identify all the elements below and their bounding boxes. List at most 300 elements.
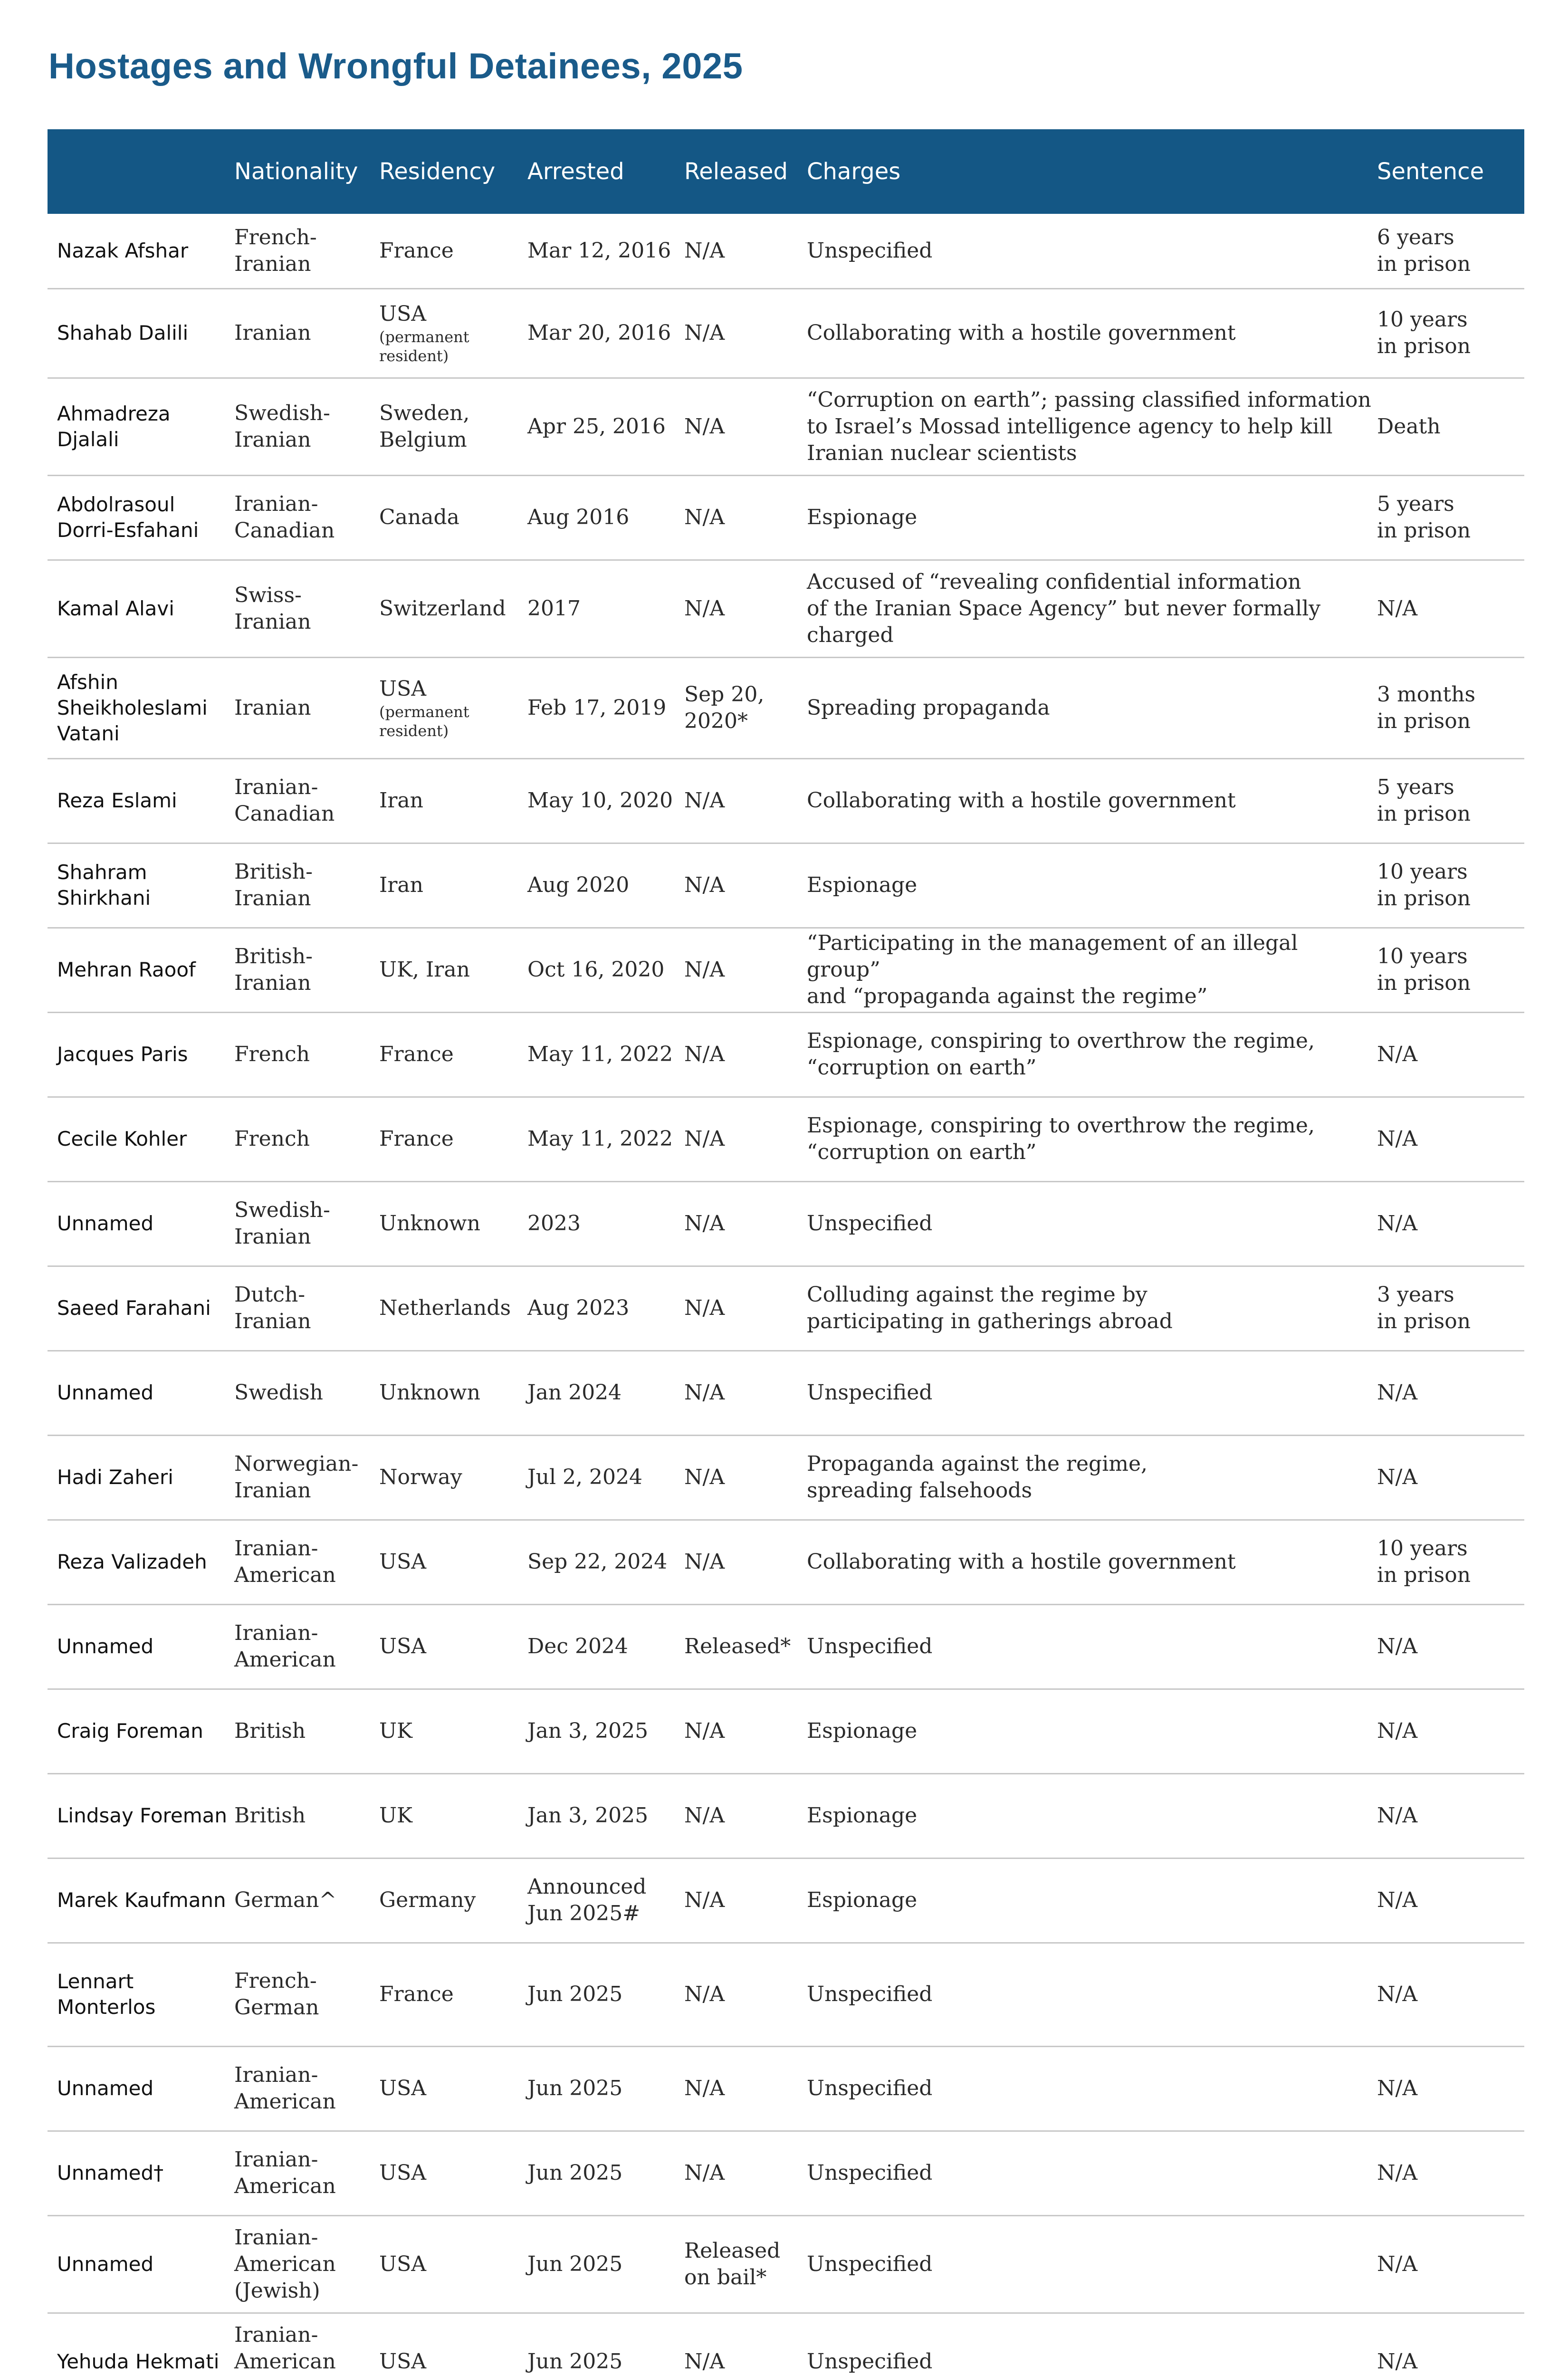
row-arrested — [527, 2215, 684, 2313]
row-name-text: Shahab Dalili — [57, 321, 189, 345]
row-charges — [807, 1604, 1377, 1689]
row-released-text: Sep 20, 2020* — [684, 682, 765, 733]
row-nationality — [234, 1858, 379, 1943]
row-residency-text: USA — [379, 2076, 426, 2100]
row-residency-text: Sweden, Belgium — [379, 401, 470, 452]
row-charges — [807, 1012, 1377, 1097]
row-nationality-text: British- Iranian — [234, 944, 313, 995]
row-sentence — [1377, 560, 1524, 657]
row-released — [684, 2215, 807, 2313]
table-row — [48, 560, 1524, 657]
row-released-text: Released on bail* — [684, 2238, 781, 2290]
row-name — [48, 214, 234, 288]
row-sentence-text: N/A — [1377, 1719, 1418, 1743]
row-nationality — [234, 1266, 379, 1351]
table-header-row — [48, 129, 1524, 214]
row-residency — [379, 1858, 527, 1943]
row-sentence — [1377, 1604, 1524, 1689]
row-residency — [379, 1181, 527, 1266]
row-arrested-text: Jun 2025 — [527, 2349, 623, 2374]
row-nationality-text: Swedish- Iranian — [234, 401, 330, 452]
row-sentence — [1377, 1943, 1524, 2046]
row-nationality-text: Swedish — [234, 1380, 323, 1405]
row-nationality — [234, 843, 379, 928]
row-released — [684, 1266, 807, 1351]
row-sentence — [1377, 2131, 1524, 2215]
row-arrested — [527, 1181, 684, 1266]
row-name — [48, 475, 234, 560]
row-released-text: N/A — [684, 1888, 725, 1912]
row-residency — [379, 1097, 527, 1181]
row-arrested-text: Announced Jun 2025# — [527, 1875, 647, 1926]
row-sentence-text: N/A — [1377, 1211, 1418, 1236]
row-nationality — [234, 1604, 379, 1689]
row-sentence-text: N/A — [1377, 2251, 1418, 2276]
row-name — [48, 378, 234, 475]
row-sentence-text: 5 years in prison — [1377, 492, 1471, 543]
row-arrested-text: Aug 2016 — [527, 505, 630, 529]
row-residency — [379, 1351, 527, 1435]
row-sentence — [1377, 657, 1524, 758]
row-arrested-text: Jul 2, 2024 — [527, 1465, 642, 1489]
row-name-text: Unnamed — [57, 1381, 154, 1404]
row-released-text: N/A — [684, 1211, 725, 1236]
row-sentence — [1377, 1266, 1524, 1351]
row-sentence-text: N/A — [1377, 1634, 1418, 1658]
row-nationality — [234, 214, 379, 288]
row-nationality-text: Swiss- Iranian — [234, 583, 311, 634]
row-charges-text: Colluding against the regime by participating in gatherings abroad — [807, 1283, 1173, 1333]
row-name-text: Kamal Alavi — [57, 596, 174, 620]
row-name — [48, 1181, 234, 1266]
row-name-text: Ahmadreza Djalali — [57, 402, 171, 451]
row-arrested — [527, 1351, 684, 1435]
row-charges — [807, 560, 1377, 657]
row-charges-text: Espionage — [807, 873, 918, 897]
row-sentence — [1377, 1689, 1524, 1773]
row-charges — [807, 288, 1377, 378]
row-charges — [807, 1689, 1377, 1773]
row-nationality-text: British — [234, 1719, 306, 1743]
row-charges-text: Unspecified — [807, 2251, 933, 2276]
row-released — [684, 378, 807, 475]
row-name — [48, 2131, 234, 2215]
row-sentence — [1377, 928, 1524, 1012]
row-name — [48, 657, 234, 758]
row-released-text: N/A — [684, 1042, 725, 1066]
row-released-text: N/A — [684, 321, 725, 345]
row-sentence — [1377, 1858, 1524, 1943]
row-residency — [379, 2131, 527, 2215]
column-header-sentence: Sentence — [1377, 129, 1524, 214]
residency-note: (permanent resident) — [379, 328, 469, 365]
row-arrested-text: May 11, 2022 — [527, 1042, 673, 1066]
row-released — [684, 2046, 807, 2131]
row-sentence-text: N/A — [1377, 1380, 1418, 1405]
row-arrested — [527, 2313, 684, 2376]
row-charges-text: Unspecified — [807, 2076, 933, 2100]
row-nationality — [234, 1689, 379, 1773]
row-sentence — [1377, 2046, 1524, 2131]
row-name — [48, 843, 234, 928]
row-released-text: N/A — [684, 414, 725, 439]
row-released-text: N/A — [684, 1296, 725, 1320]
row-nationality-text: Iranian- American — [234, 1621, 336, 1672]
row-charges — [807, 843, 1377, 928]
row-arrested — [527, 928, 684, 1012]
row-released-text: N/A — [684, 873, 725, 897]
table-row — [48, 1520, 1524, 1604]
row-sentence-text: N/A — [1377, 2349, 1418, 2374]
row-arrested-text: Dec 2024 — [527, 1634, 628, 1658]
row-sentence-text: N/A — [1377, 1465, 1418, 1489]
row-arrested-text: Jan 3, 2025 — [527, 1719, 649, 1743]
column-header-residency: Residency — [379, 129, 527, 214]
row-name — [48, 928, 234, 1012]
row-charges — [807, 1435, 1377, 1520]
row-nationality-text: Dutch- Iranian — [234, 1283, 311, 1333]
row-sentence-text: 6 years in prison — [1377, 225, 1471, 276]
row-released-text: N/A — [684, 958, 725, 982]
row-sentence-text: N/A — [1377, 2076, 1418, 2100]
row-nationality — [234, 657, 379, 758]
row-released-text: N/A — [684, 2349, 725, 2374]
row-sentence — [1377, 2313, 1524, 2376]
table-row — [48, 475, 1524, 560]
table-row — [48, 1604, 1524, 1689]
row-charges-text: Propaganda against the regime, spreading falsehoods — [807, 1452, 1148, 1503]
row-released — [684, 1012, 807, 1097]
row-sentence-text: 10 years in prison — [1377, 307, 1471, 358]
row-released — [684, 758, 807, 843]
row-sentence-text: N/A — [1377, 1803, 1418, 1828]
row-name — [48, 1773, 234, 1858]
residency-note: (permanent resident) — [379, 702, 469, 740]
row-residency-text: Unknown — [379, 1380, 480, 1405]
row-released-text: N/A — [684, 238, 725, 263]
row-released — [684, 2131, 807, 2215]
column-header-arrested: Arrested — [527, 129, 684, 214]
row-residency-text: UK — [379, 1803, 412, 1828]
row-name-text: Jacques Paris — [57, 1043, 188, 1066]
row-sentence — [1377, 2215, 1524, 2313]
row-charges — [807, 2313, 1377, 2376]
row-arrested — [527, 1266, 684, 1351]
row-residency — [379, 1266, 527, 1351]
row-residency-text: UK, Iran — [379, 958, 470, 982]
row-sentence-text: N/A — [1377, 1888, 1418, 1912]
table-row — [48, 2046, 1524, 2131]
row-residency-text: Netherlands — [379, 1296, 511, 1320]
row-residency-text: USA — [379, 2349, 426, 2374]
row-charges-text: Collaborating with a hostile government — [807, 321, 1236, 345]
row-charges-text: Espionage — [807, 1888, 918, 1912]
table-row — [48, 758, 1524, 843]
row-charges — [807, 1181, 1377, 1266]
row-charges — [807, 1097, 1377, 1181]
row-released — [684, 1858, 807, 1943]
row-residency — [379, 2046, 527, 2131]
row-nationality — [234, 928, 379, 1012]
row-charges-text: Unspecified — [807, 1380, 933, 1405]
row-name-text: Unnamed — [57, 1635, 154, 1658]
row-arrested — [527, 560, 684, 657]
row-sentence — [1377, 1435, 1524, 1520]
row-name — [48, 1097, 234, 1181]
row-sentence — [1377, 214, 1524, 288]
row-name-text: Hadi Zaheri — [57, 1466, 173, 1489]
row-residency-text: USA — [379, 2251, 426, 2276]
row-name-text: Unnamed — [57, 2077, 154, 2100]
row-released-text: N/A — [684, 596, 725, 621]
row-charges-text: Espionage, conspiring to overthrow the regime, “corruption on earth” — [807, 1029, 1315, 1080]
row-released — [684, 657, 807, 758]
row-released-text: N/A — [684, 1719, 725, 1743]
row-residency — [379, 1773, 527, 1858]
row-nationality — [234, 2046, 379, 2131]
table-row — [48, 2313, 1524, 2376]
row-sentence-text: 3 years in prison — [1377, 1283, 1471, 1333]
row-charges — [807, 1520, 1377, 1604]
row-charges — [807, 1858, 1377, 1943]
row-arrested — [527, 758, 684, 843]
row-residency — [379, 214, 527, 288]
row-charges-text: Collaborating with a hostile government — [807, 1550, 1236, 1574]
row-name-text: Unnamed — [57, 2252, 154, 2276]
row-name-text: Marek Kaufmann — [57, 1888, 226, 1912]
row-arrested — [527, 1604, 684, 1689]
detainees-table — [48, 129, 1524, 2376]
row-residency-text: Switzerland — [379, 596, 506, 621]
row-name-text: Nazak Afshar — [57, 239, 189, 262]
row-nationality — [234, 1097, 379, 1181]
row-arrested-text: Mar 12, 2016 — [527, 238, 671, 263]
table-row — [48, 2215, 1524, 2313]
row-released — [684, 843, 807, 928]
row-residency — [379, 1435, 527, 1520]
row-name — [48, 2313, 234, 2376]
row-arrested — [527, 214, 684, 288]
table-row — [48, 1689, 1524, 1773]
row-name — [48, 1943, 234, 2046]
table-row — [48, 1773, 1524, 1858]
row-charges — [807, 1351, 1377, 1435]
row-released — [684, 1689, 807, 1773]
row-residency-text: Iran — [379, 788, 423, 813]
row-released-text: N/A — [684, 2076, 725, 2100]
row-arrested-text: Aug 2020 — [527, 873, 630, 897]
row-residency — [379, 2313, 527, 2376]
row-residency-text: France — [379, 1127, 454, 1151]
row-sentence-text: N/A — [1377, 1982, 1418, 2006]
row-residency-text: Norway — [379, 1465, 462, 1489]
row-arrested-text: May 10, 2020 — [527, 788, 673, 813]
row-charges-text: Unspecified — [807, 238, 933, 263]
row-arrested-text: Apr 25, 2016 — [527, 414, 666, 439]
row-released — [684, 1604, 807, 1689]
row-arrested-text: Jan 2024 — [527, 1380, 622, 1405]
row-charges — [807, 2131, 1377, 2215]
row-residency-text: Unknown — [379, 1211, 480, 1236]
row-residency — [379, 2215, 527, 2313]
row-name-text: Unnamed — [57, 1212, 154, 1235]
row-released — [684, 1943, 807, 2046]
row-residency-text: France — [379, 238, 454, 263]
table-row — [48, 288, 1524, 378]
row-name-text: Mehran Raoof — [57, 958, 196, 981]
row-name-text: Lindsay Foreman — [57, 1804, 227, 1827]
row-arrested — [527, 1773, 684, 1858]
row-residency — [379, 1520, 527, 1604]
row-name-text: Shahram Shirkhani — [57, 861, 151, 910]
table-row — [48, 1435, 1524, 1520]
row-charges — [807, 1266, 1377, 1351]
row-arrested-text: Jun 2025 — [527, 2161, 623, 2185]
row-arrested-text: 2017 — [527, 596, 581, 621]
row-residency-text: USA — [379, 1550, 426, 1574]
row-nationality — [234, 1181, 379, 1266]
row-arrested — [527, 378, 684, 475]
row-sentence — [1377, 1097, 1524, 1181]
row-arrested-text: 2023 — [527, 1211, 581, 1236]
row-name-text: Yehuda Hekmati — [57, 2349, 220, 2373]
row-nationality — [234, 1520, 379, 1604]
row-arrested-text: Jun 2025 — [527, 1982, 623, 2006]
table-row — [48, 214, 1524, 288]
row-sentence-text: 10 years in prison — [1377, 1536, 1471, 1587]
table-row — [48, 843, 1524, 928]
row-residency — [379, 657, 527, 758]
row-arrested — [527, 1435, 684, 1520]
row-nationality-text: Iranian- American (Jewish) — [234, 2225, 336, 2303]
row-nationality-text: French — [234, 1127, 310, 1151]
row-arrested — [527, 475, 684, 560]
row-sentence — [1377, 1773, 1524, 1858]
row-charges — [807, 1773, 1377, 1858]
row-released — [684, 1773, 807, 1858]
row-sentence-text: Death — [1377, 414, 1441, 439]
row-nationality-text: Iranian — [234, 321, 311, 345]
row-charges — [807, 1943, 1377, 2046]
row-name-text: Saeed Farahani — [57, 1296, 211, 1320]
row-charges-text: Accused of “revealing confidential information of the Iranian Space Agency” but never formally charged — [807, 569, 1321, 647]
row-residency-text: USA — [379, 676, 426, 701]
row-residency — [379, 378, 527, 475]
row-name — [48, 1520, 234, 1604]
row-residency-text: USA — [379, 302, 426, 326]
column-header-charges: Charges — [807, 129, 1377, 214]
row-name — [48, 2046, 234, 2131]
column-header-nationality: Nationality — [234, 129, 379, 214]
row-charges — [807, 657, 1377, 758]
row-released — [684, 560, 807, 657]
row-name-text: Lennart Monterlos — [57, 1970, 156, 2019]
row-nationality — [234, 475, 379, 560]
row-residency-text: France — [379, 1982, 454, 2006]
row-nationality-text: Iranian- American — [234, 2322, 336, 2374]
row-charges — [807, 475, 1377, 560]
row-arrested-text: Mar 20, 2016 — [527, 321, 671, 345]
row-name — [48, 1435, 234, 1520]
row-charges — [807, 2215, 1377, 2313]
column-header-released: Released — [684, 129, 807, 214]
row-nationality-text: Iranian — [234, 695, 311, 720]
row-residency-text: USA — [379, 1634, 426, 1658]
row-name-text: Unnamed† — [57, 2161, 164, 2184]
row-arrested — [527, 843, 684, 928]
row-released-text: N/A — [684, 1380, 725, 1405]
row-released-text: N/A — [684, 1803, 725, 1828]
table-row — [48, 378, 1524, 475]
row-nationality-text: French — [234, 1042, 310, 1066]
row-name — [48, 288, 234, 378]
row-residency — [379, 560, 527, 657]
table-row — [48, 1266, 1524, 1351]
row-released-text: N/A — [684, 505, 725, 529]
row-charges-text: Espionage, conspiring to overthrow the regime, “corruption on earth” — [807, 1113, 1315, 1164]
row-nationality — [234, 758, 379, 843]
row-nationality-text: Iranian- American — [234, 2147, 336, 2198]
row-arrested-text: Jun 2025 — [527, 2251, 623, 2276]
row-charges-text: Unspecified — [807, 1982, 933, 2006]
row-sentence-text: 10 years in prison — [1377, 860, 1471, 910]
row-nationality-text: British — [234, 1803, 306, 1828]
row-residency-text: Germany — [379, 1888, 476, 1912]
row-name — [48, 1604, 234, 1689]
row-released-text: N/A — [684, 1982, 725, 2006]
row-arrested — [527, 2131, 684, 2215]
row-sentence-text: N/A — [1377, 1042, 1418, 1066]
row-nationality — [234, 560, 379, 657]
row-residency — [379, 1689, 527, 1773]
row-name — [48, 2215, 234, 2313]
row-nationality — [234, 2131, 379, 2215]
row-nationality-text: Swedish- Iranian — [234, 1198, 330, 1249]
row-sentence-text: 3 months in prison — [1377, 682, 1476, 733]
row-residency — [379, 843, 527, 928]
row-arrested-text: May 11, 2022 — [527, 1127, 673, 1151]
row-charges-text: Unspecified — [807, 1634, 933, 1658]
row-released — [684, 1181, 807, 1266]
row-charges-text: Espionage — [807, 1719, 918, 1743]
row-residency — [379, 475, 527, 560]
table-row — [48, 657, 1524, 758]
row-charges-text: Unspecified — [807, 2161, 933, 2185]
row-arrested — [527, 1097, 684, 1181]
row-charges-text: Collaborating with a hostile government — [807, 788, 1236, 813]
table-row — [48, 1012, 1524, 1097]
table-body — [48, 214, 1524, 2376]
row-charges — [807, 928, 1377, 1012]
row-name — [48, 1266, 234, 1351]
row-charges — [807, 378, 1377, 475]
row-nationality — [234, 1351, 379, 1435]
row-arrested — [527, 1012, 684, 1097]
row-sentence — [1377, 288, 1524, 378]
row-released — [684, 1520, 807, 1604]
row-arrested-text: Feb 17, 2019 — [527, 695, 667, 720]
row-nationality-text: Iranian- Canadian — [234, 775, 335, 826]
row-sentence — [1377, 843, 1524, 928]
row-name — [48, 1012, 234, 1097]
row-arrested-text: Jan 3, 2025 — [527, 1803, 649, 1828]
table-row — [48, 2131, 1524, 2215]
row-sentence — [1377, 1181, 1524, 1266]
row-nationality — [234, 1435, 379, 1520]
row-charges-text: Espionage — [807, 1803, 918, 1828]
row-sentence-text: 10 years in prison — [1377, 944, 1471, 995]
row-sentence — [1377, 378, 1524, 475]
